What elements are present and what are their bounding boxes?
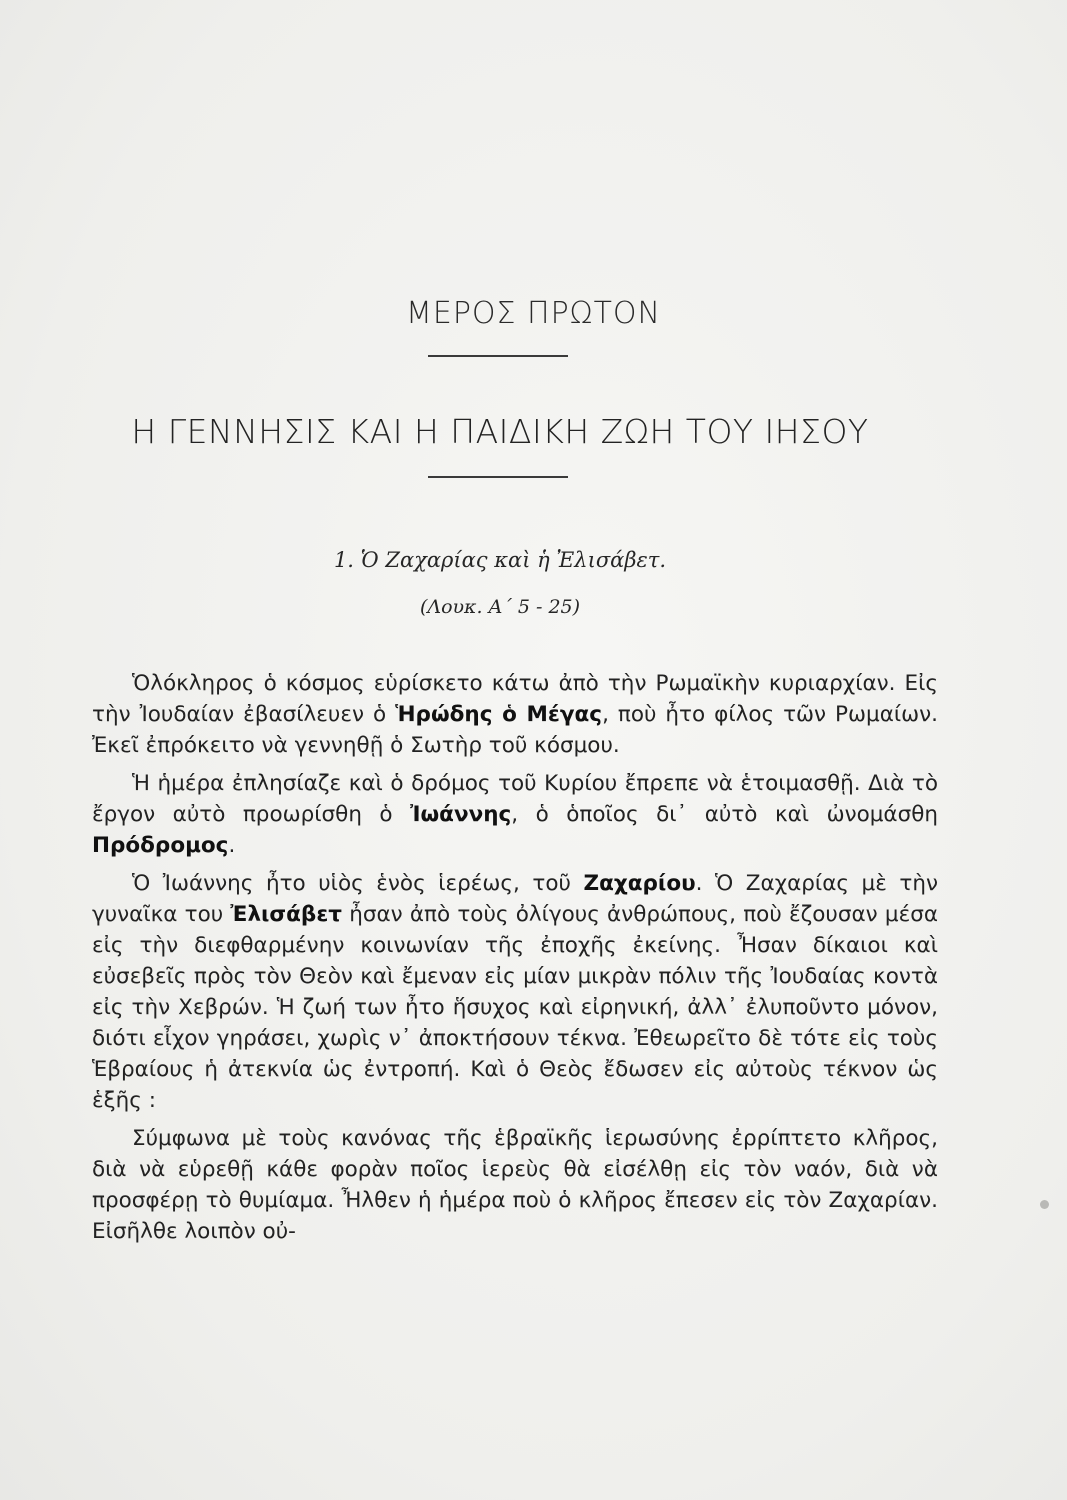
bold-name-prodromos: Πρόδρομος [92,833,229,858]
paragraph-text: ἦσαν ἀπὸ τοὺς ὀλίγους ἀνθρώπους, ποὺ ἔζουσαν μέσα εἰς τὴν διεφθαρμένην κοινωνίαν τῆς ἐποχῆς ἐκείνης. Ἦσαν δίκαιοι καὶ εὐσεβεῖς πρὸς τὸν Θεὸν καὶ ἔμεναν εἰς μίαν μικρὰν πόλιν τῆς Ἰουδαίας κοντὰ εἰς τὴν Χεβρών. Ἡ ζωή των ἦτο ἥσυχος καὶ εἰρηνική, ἀλλ᾿ ἐλυποῦντο μόνον, διότι εἶχον γηράσει, χωρὶς ν᾿ ἀποκτήσουν τέκνα. Ἐθεωρεῖτο δὲ τότε εἰς τοὺς Ἑβραίους ἡ ἀτεκνία ὡς ἐντροπή. Καὶ ὁ Θεὸς ἔδωσεν εἰς αὐτοὺς τέκνον ὡς ἑξῆς : [92,902,938,1113]
body-text [92,668,938,1254]
scripture-reference: (Λουκ. Α΄ 5 - 25) [419,596,581,618]
paragraph-4 [92,1123,938,1247]
paragraph-text: Ἡ ἡμέρα ἐπλησίαζε καὶ ὁ δρόμος τοῦ Κυρίου ἔπρεπε νὰ ἑτοιμασθῇ. Διὰ τὸ ἔργον αὐτὸ προωρίσθη ὁ [92,771,938,827]
paragraph-2 [92,768,938,861]
paragraph-text: , ὁ ὁποῖος δι᾿ αὐτὸ καὶ ὠνομάσθη [511,802,939,827]
paragraph-text: Σύμφωνα μὲ τοὺς κανόνας τῆς ἑβραϊκῆς ἱερωσύνης ἐρρίπτετο κλῆρος, διὰ νὰ εὑρεθῇ κάθε φορὰν ποῖος ἱερεὺς θὰ εἰσέλθῃ εἰς τὸν ναόν, διὰ νὰ προσφέρῃ τὸ θυμίαμα. Ἦλθεν ἡ ἡμέρα ποὺ ὁ κλῆρος ἔπεσεν εἰς τὸν Ζαχαρίαν. Εἰσῆλθε λοιπὸν οὐ- [92,1126,938,1244]
page-smudge [1040,1200,1049,1209]
paragraph-text: . [228,833,236,858]
paragraph-text: Ὁλόκληρος ὁ κόσμος εὑρίσκετο κάτω ἀπὸ τὴν Ρωμαϊκὴν κυριαρχίαν. Εἰς τὴν Ἰουδαίαν ἐβασίλευεν ὁ [92,671,938,727]
paragraph-text: . Ὁ Ζαχαρίας μὲ τὴν γυναῖκα του [92,871,939,927]
paragraph-text: , ποὺ ἦτο φίλος τῶν Ρωμαίων. Ἐκεῖ ἐπρόκειτο νὰ γεννηθῇ ὁ Σωτὴρ τοῦ κόσμου. [92,702,939,758]
title-rule-bottom [428,476,568,478]
title-rule-top [428,355,568,357]
bold-name-herod: Ἡρώδης ὁ Μέγας [395,702,603,727]
section-heading: 1. Ὁ Ζαχαρίας καὶ ἡ Ἐλισάβετ. [333,548,667,572]
part-title: ΜΕΡΟΣ ΠΡΩΤΟΝ [406,296,661,331]
bold-name-zacharias: Ζαχαρίου [583,871,696,896]
bold-name-john: Ἰωάννης [410,802,512,827]
chapter-title: Η ΓΕΝΝΗΣΙΣ ΚΑΙ Η ΠΑΙΔΙΚΗ ΖΩΗ ΤΟΥ ΙΗΣΟΥ [131,412,869,451]
bold-name-elisabeth: Ἐλισάβετ [230,902,343,927]
paragraph-text: Ὁ Ἰωάννης ἦτο υἱὸς ἑνὸς ἱερέως, τοῦ [132,871,584,896]
paragraph-3 [92,868,938,1116]
paragraph-1 [92,668,938,761]
